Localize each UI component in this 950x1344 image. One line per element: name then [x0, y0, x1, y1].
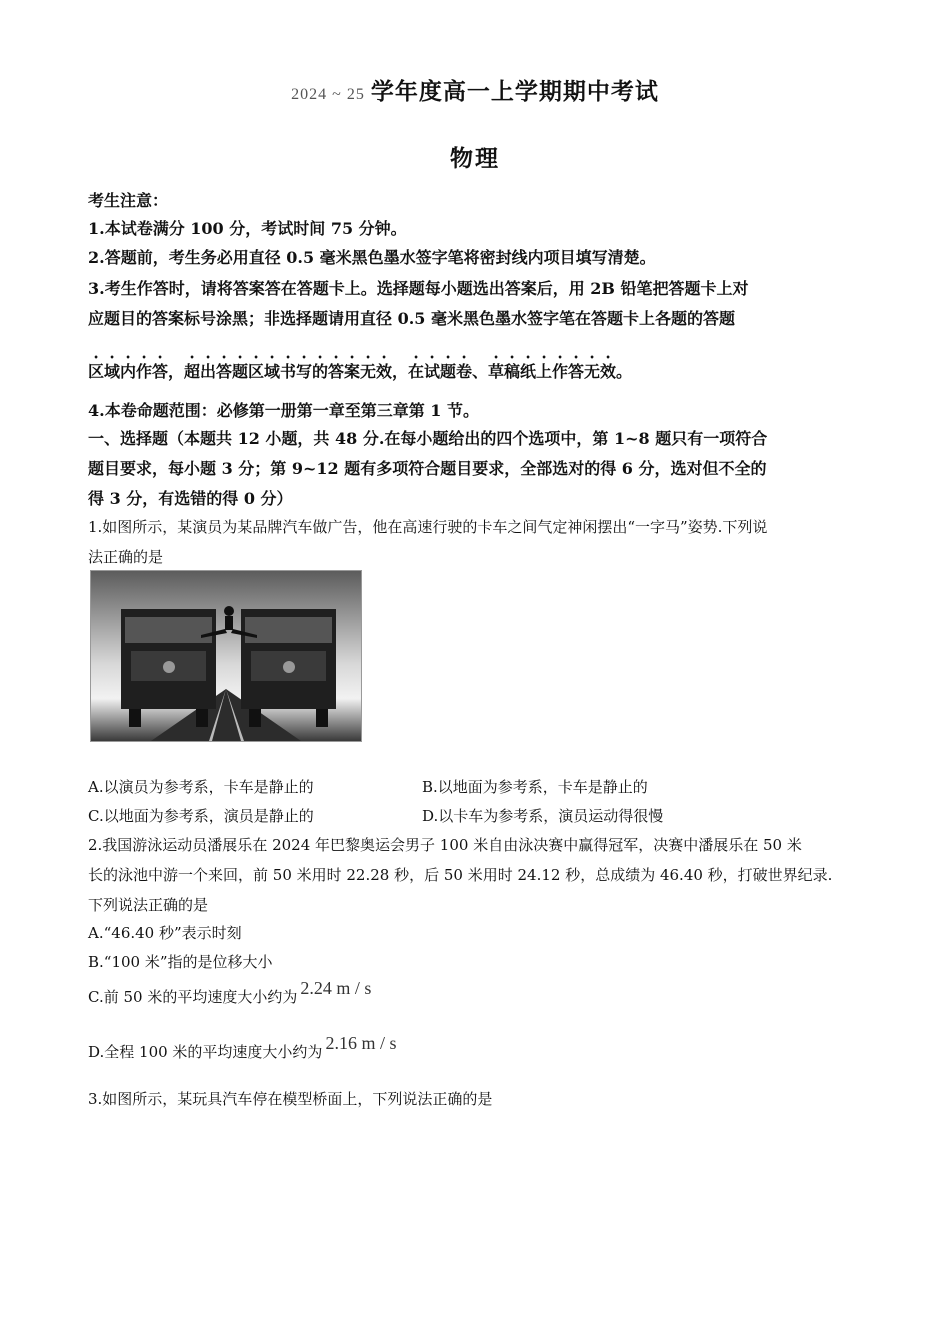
- q2-option-d: [88, 1033, 397, 1062]
- section-heading: 一、选择题（本题共 12 小题，共 48 分.在每小题给出的四个选项中，第 1~8 题只有一项符合: [88, 429, 768, 448]
- exam-year: 2024 ~ 25: [291, 86, 365, 103]
- section-heading: 题目要求，每小题 3 分；第 9~12 题有多项符合题目要求，全部选对的得 6 分，选对但不全的: [88, 459, 767, 478]
- question-1-text: 1.如图所示，某演员为某品牌汽车做广告，他在高速行驶的卡车之间气定神闲摆出“一字马”姿势.下列说: [88, 518, 768, 536]
- trucks-photo: [90, 570, 362, 742]
- q2-option-a: A.“46.40 秒”表示时刻: [88, 924, 242, 942]
- q1-option-d: D.以卡车为参考系，演员运动得很慢: [422, 807, 664, 825]
- q2-option-c-value: 2.24 m / s: [300, 978, 372, 998]
- notice-item: 2.答题前，考生务必用直径 0.5 毫米黑色墨水签字笔将密封线内项目填写清楚。: [88, 248, 656, 267]
- q2-option-c-text: C.前 50 米的平均速度大小约为: [88, 988, 298, 1006]
- q2-option-b: B.“100 米”指的是位移大小: [88, 953, 273, 971]
- exam-title-text: 学年度高一上学期期中考试: [370, 78, 659, 105]
- question-1-text: 法正确的是: [88, 548, 164, 566]
- question-3-text: 3.如图所示，某玩具汽车停在模型桥面上，下列说法正确的是: [88, 1090, 493, 1108]
- question-2-text: 下列说法正确的是: [88, 896, 209, 914]
- exam-title: [0, 73, 950, 106]
- notice-item: 1.本试卷满分 100 分，考试时间 75 分钟。: [88, 219, 407, 238]
- q1-option-b: B.以地面为参考系，卡车是静止的: [422, 778, 648, 796]
- subject-title: 物理: [450, 145, 500, 172]
- notice-item: 区域内作答，超出答题区域书写的答案无效，在试题卷、草稿纸上作答无效。: [88, 362, 633, 381]
- q2-option-c: [88, 978, 372, 1007]
- section-heading: 得 3 分，有选错的得 0 分）: [88, 489, 293, 508]
- trucks-illustration: [91, 571, 361, 741]
- question-2-text: 长的泳池中游一个来回，前 50 米用时 22.28 秒，后 50 米用时 24.12 秒，总成绩为 46.40 秒，打破世界纪录.: [88, 866, 833, 884]
- notice-item: 3.考生作答时，请将答案答在答题卡上。选择题每小题选出答案后，用 2B 铅笔把答题卡上对: [88, 279, 749, 298]
- notice-item: 应题目的答案标号涂黑；非选择题请用直径 0.5 毫米黑色墨水签字笔在答题卡上各题的答题: [88, 309, 735, 328]
- q1-option-c: C.以地面为参考系，演员是静止的: [88, 807, 314, 825]
- notice-item: 4.本卷命题范围：必修第一册第一章至第三章第 1 节。: [88, 401, 479, 420]
- q2-option-d-value: 2.16 m / s: [325, 1033, 397, 1053]
- question-2-text: 2.我国游泳运动员潘展乐在 2024 年巴黎奥运会男子 100 米自由泳决赛中赢得冠军，决赛中潘展乐在 50 米: [88, 836, 802, 854]
- q1-option-a: A.以演员为参考系，卡车是静止的: [88, 778, 314, 796]
- notice-heading: 考生注意：: [88, 191, 169, 210]
- q2-option-d-text: D.全程 100 米的平均速度大小约为: [88, 1043, 323, 1061]
